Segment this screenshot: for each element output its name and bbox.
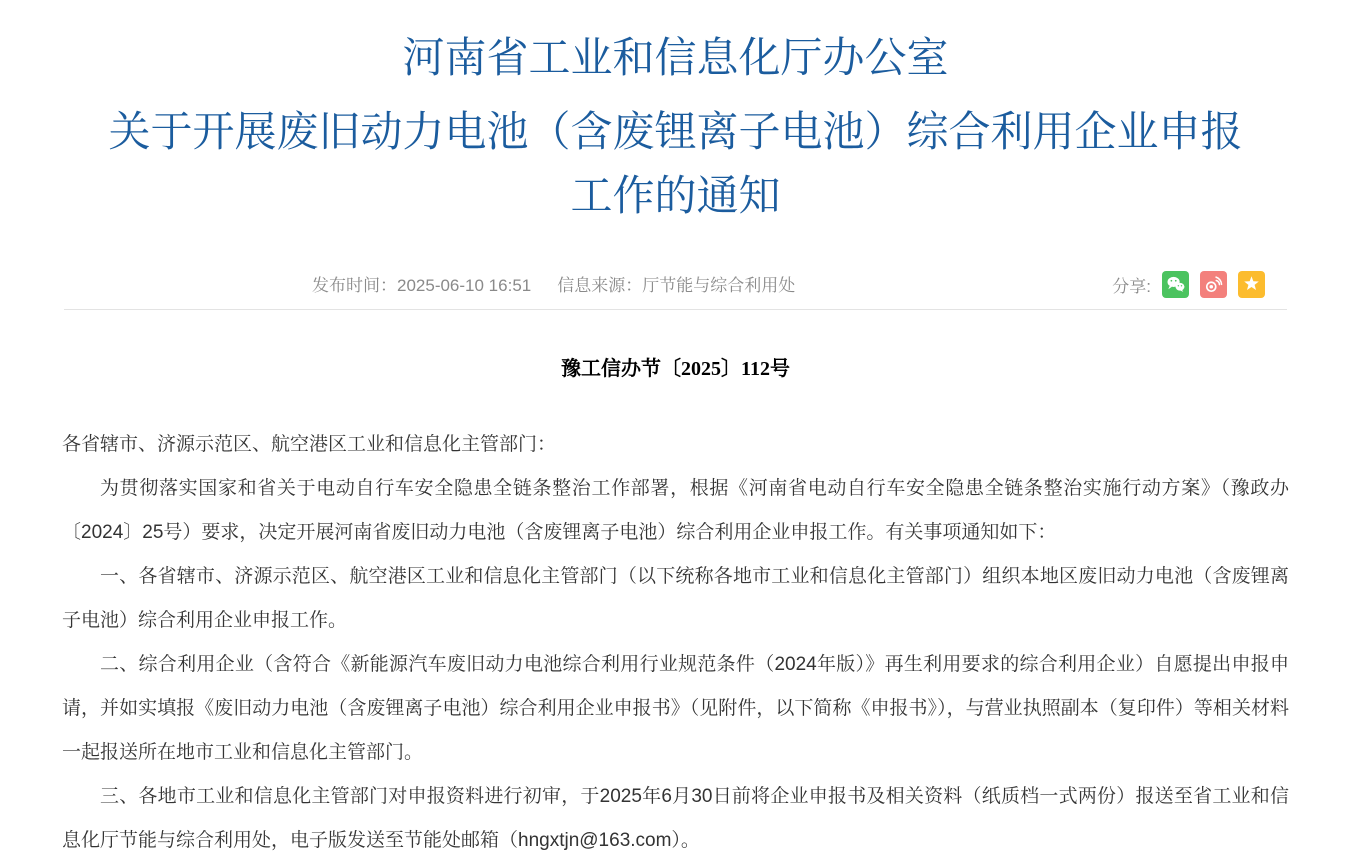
star-icon-glyph <box>1240 273 1263 296</box>
publish-info <box>64 271 795 296</box>
publish-time-label: 发布时间： <box>312 276 397 295</box>
source-value: 厅节能与综合利用处 <box>642 276 796 295</box>
wechat-share-icon[interactable] <box>1162 271 1189 298</box>
article-body <box>62 423 1289 863</box>
paragraph-3: 二、综合利用企业（含符合《新能源汽车废旧动力电池综合利用行业规范条件（2024年版）》再生利用要求的综合利用企业）自愿提出申报申请，并如实填报《废旧动力电池（含废锂离子电池）综合利用企业申报书》（见附件，以下简称《申报书》），与营业执照副本（复印件）等相关材料一起报送所在地市工业和信息化主管部门。 <box>62 654 1289 763</box>
paragraph-4: 三、各地市工业和信息化主管部门对申报资料进行初审，于2025年6月30日前将企业申报书及相关资料（纸质档一式两份）报送至省工业和信息化厅节能与综合利用处，电子版发送至节能处邮箱（hngxtjn@163.com）。 <box>62 786 1289 851</box>
favorite-share-icon[interactable] <box>1238 271 1265 298</box>
page-title-line-1: 河南省工业和信息化厅办公室 <box>402 34 949 81</box>
document-number: 豫工信办节〔2025〕112号 <box>561 358 790 380</box>
weibo-share-icon[interactable] <box>1200 271 1227 298</box>
weibo-icon-glyph <box>1202 273 1225 296</box>
page-title <box>0 0 1351 228</box>
publish-time-value: 2025-06-10 16:51 <box>397 276 532 295</box>
salutation: 各省辖市、济源示范区、航空港区工业和信息化主管部门： <box>62 434 557 455</box>
paragraph-2: 一、各省辖市、济源示范区、航空港区工业和信息化主管部门（以下统称各地市工业和信息化主管部门）组织本地区废旧动力电池（含废锂离子电池）综合利用企业申报工作。 <box>62 566 1289 631</box>
page-title-line-3: 工作的通知 <box>570 172 781 219</box>
source-label: 信息来源： <box>557 276 643 295</box>
page-title-line-2: 关于开展废旧动力电池（含废锂离子电池）综合利用企业申报 <box>108 108 1243 155</box>
publish-info-bar <box>64 258 1287 310</box>
wechat-icon-glyph <box>1164 273 1187 296</box>
paragraph-1: 为贯彻落实国家和省关于电动自行车安全隐患全链条整治工作部署，根据《河南省电动自行车安全隐患全链条整治实施行动方案》（豫政办〔2024〕25号）要求，决定开展河南省废旧动力电池（含废锂离子电池）综合利用企业申报工作。有关事项通知如下： <box>62 478 1289 543</box>
share-label: 分享: <box>1112 276 1151 296</box>
share-bar <box>1112 258 1265 310</box>
